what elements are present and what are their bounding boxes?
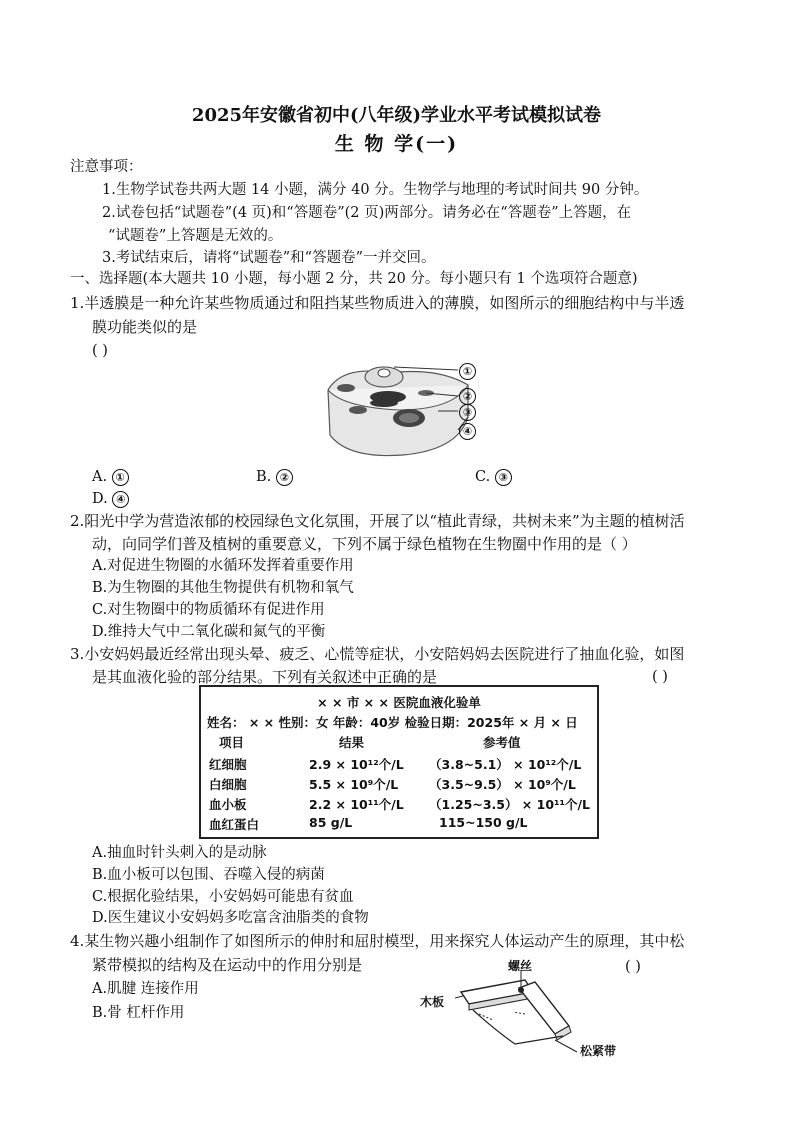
q1-option-a-mark: ①	[112, 469, 129, 486]
q4-option-a[interactable]: A.肌腱 连接作用	[92, 981, 199, 997]
q3-answer-blank: ( )	[652, 669, 668, 685]
report-row-reference: （3.8~5.1） × 10¹²个/L	[429, 757, 582, 772]
q1-option-b-letter: B.	[256, 469, 272, 485]
report-header-reference: 参考值	[483, 735, 521, 750]
q4-stem-line1: 4.某生物兴趣小组制作了如图所示的伸肘和屈肘模型，用来探究人体运动产生的原理，其中松	[70, 932, 685, 950]
cell-label-4: ④	[459, 423, 476, 440]
cell-label-1: ①	[459, 363, 476, 380]
report-header-item: 项目	[219, 735, 245, 750]
notice-item-3: 3.考试结束后，请将“试题卷”和“答题卷”一并交回。	[102, 250, 436, 266]
q1-stem-line1: 1.半透膜是一种允许某些物质通过和阻挡某些物质进入的薄膜，如图所示的细胞结构中与半透	[70, 294, 685, 312]
report-header-result: 结果	[339, 735, 365, 750]
figure-label-screw: 螺丝	[508, 959, 533, 973]
q1-stem-line2: 膜功能类似的是	[92, 318, 198, 336]
notice-heading: 注意事项：	[70, 159, 143, 175]
q1-option-d[interactable]	[92, 488, 129, 510]
q3-option-b[interactable]: B.血小板可以包围、吞噬入侵的病菌	[92, 867, 325, 883]
q1-option-c-mark: ③	[495, 469, 512, 486]
q3-stem-line1: 3.小安妈妈最近经常出现头晕、疲乏、心慌等症状，小安陪妈妈去医院进行了抽血化验，如图	[70, 645, 685, 663]
report-row-reference: （3.5~9.5） × 10⁹个/L	[429, 777, 576, 792]
report-row-result: 2.2 × 10¹¹个/L	[309, 797, 404, 812]
q1-option-d-letter: D.	[92, 491, 108, 507]
figure-label-band: 松紧带	[580, 1044, 617, 1058]
report-row-item: 血小板	[209, 797, 247, 812]
report-row-result: 2.9 × 10¹²个/L	[309, 757, 404, 772]
notice-item-1: 1.生物学试卷共两大题 14 小题，满分 40 分。生物学与地理的考试时间共 90 分钟。	[102, 182, 649, 198]
q2-stem-line2: 动，向同学们普及植树的重要意义，下列不属于绿色植物在生物圈中作用的是（ ）	[92, 535, 637, 553]
notice-item-2a: 2.试卷包括“试题卷”(4 页)和“答题卷”(2 页)两部分。请务必在“答题卷”上答题，在	[102, 205, 632, 221]
q2-stem-line1: 2.阳光中学为营造浓郁的校园绿色文化氛围，开展了以“植此青绿，共树未来”为主题的植树活	[70, 512, 685, 530]
q4-answer-blank: ( )	[625, 959, 641, 975]
q3-option-a[interactable]: A.抽血时针头刺入的是动脉	[92, 845, 267, 861]
elbow-model-diagram	[455, 970, 585, 1060]
exam-title: 2025年安徽省初中(八年级)学业水平考试模拟试卷	[191, 105, 602, 126]
q1-option-a-letter: A.	[92, 469, 108, 485]
report-row-item: 红细胞	[209, 757, 247, 772]
report-row-result: 85 g/L	[309, 815, 353, 830]
notice-item-2b: “试题卷”上答题是无效的。	[108, 228, 283, 244]
cell-label-2: ②	[459, 388, 476, 405]
q1-option-b[interactable]	[256, 466, 293, 488]
q2-option-d[interactable]: D.维持大气中二氧化碳和氮气的平衡	[92, 624, 326, 640]
q1-option-b-mark: ②	[276, 469, 293, 486]
q2-option-a[interactable]: A.对促进生物圈的水循环发挥着重要作用	[92, 558, 354, 574]
cell-label-3: ③	[459, 404, 476, 421]
q1-option-a[interactable]	[92, 466, 129, 488]
report-row-reference: （1.25~3.5） × 10¹¹个/L	[429, 797, 591, 812]
section-heading: 一、选择题(本大题共 10 小题，每小题 2 分，共 20 分。每小题只有 1 个选项符合题意)	[70, 271, 638, 287]
q4-option-b[interactable]: B.骨 杠杆作用	[92, 1005, 185, 1021]
report-row-reference: 115~150 g/L	[439, 815, 528, 830]
q3-option-d[interactable]: D.医生建议小安妈妈多吃富含油脂类的食物	[92, 910, 369, 926]
exam-subtitle: 生 物 学(一)	[334, 133, 459, 155]
blood-test-report	[199, 685, 599, 839]
q4-stem-line2: 紧带模拟的结构及在运动中的作用分别是	[92, 956, 363, 974]
report-row-item: 白细胞	[209, 777, 247, 792]
q2-option-c[interactable]: C.对生物圈中的物质循环有促进作用	[92, 602, 325, 618]
q1-option-d-mark: ④	[112, 491, 129, 508]
q3-option-c[interactable]: C.根据化验结果，小安妈妈可能患有贫血	[92, 889, 354, 905]
report-title: × × 市 × × 医院血液化验单	[317, 695, 481, 710]
report-patient-info: 姓名： × × 性别：女 年龄：40岁 检验日期：2025年 × 月 × 日	[207, 715, 578, 730]
figure-label-board: 木板	[420, 995, 445, 1009]
q3-stem-line2: 是其血液化验的部分结果。下列有关叙述中正确的是	[92, 668, 438, 686]
q1-option-c[interactable]	[475, 466, 512, 488]
report-row-result: 5.5 × 10⁹个/L	[309, 777, 399, 792]
q2-option-b[interactable]: B.为生物圈的其他生物提供有机物和氧气	[92, 580, 354, 596]
report-row-item: 血红蛋白	[209, 817, 260, 832]
q1-option-c-letter: C.	[475, 469, 491, 485]
q1-answer-blank: ( )	[92, 343, 108, 359]
